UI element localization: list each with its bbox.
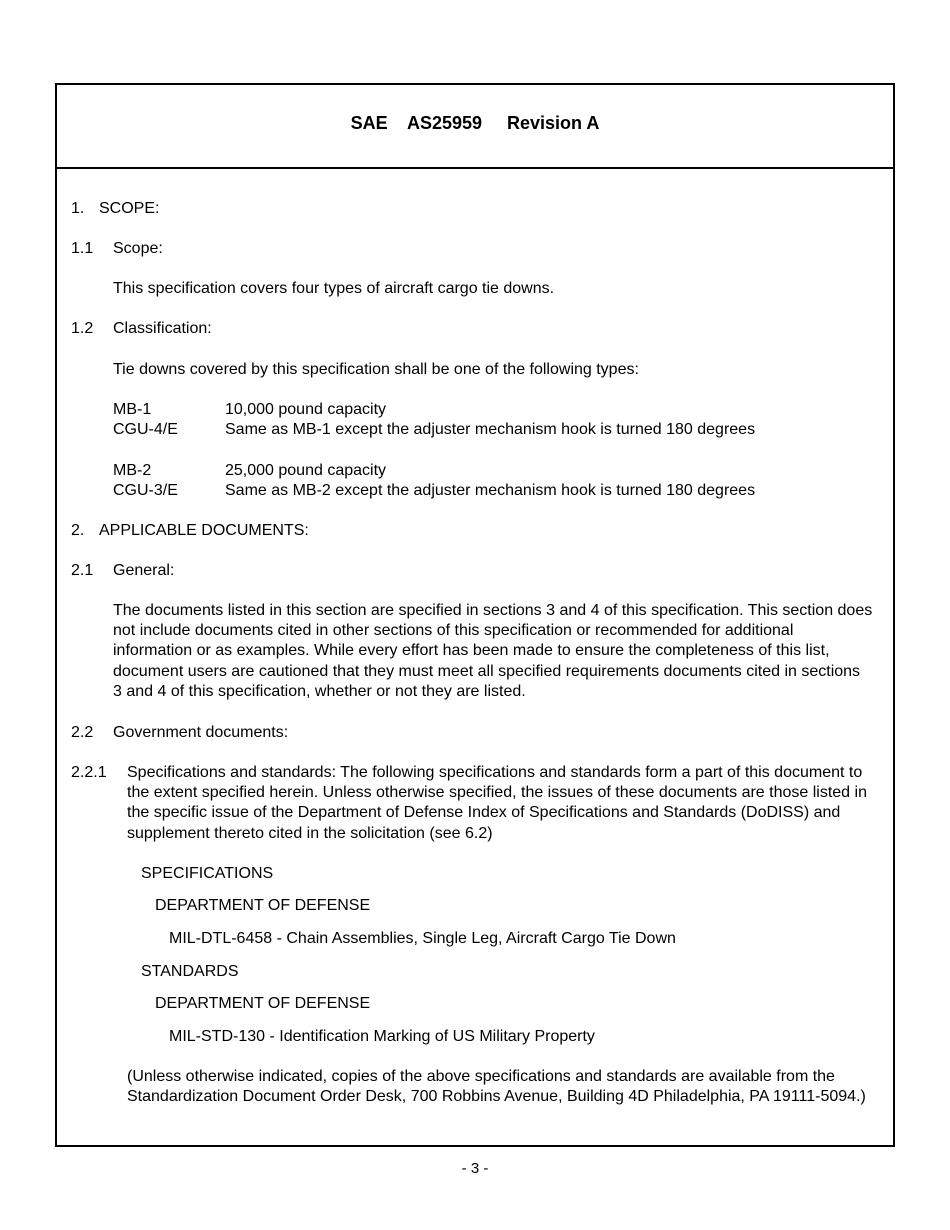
section-2-2-1-body: Specifications and standards: The following specifications and standards form a part of this document to the extent specified herein. Unless otherwise specified, the issues of these documents are those listed in the specific issue of the Department of Defense Index of Specifications and Standards (DoDISS) and supplement thereto cited in the solicitation (see 6.2) [127, 764, 867, 842]
section-1-title: SCOPE: [99, 200, 160, 217]
section-2-1-body: The documents listed in this section are specified in sections 3 and 4 of this specification. This section does not include documents cited in other sections of this specification or recommended for additional information or as examples. While every effort has been made to ensure the completeness of this list, document users are cautioned that they must meet all specified requirements documents cited in sections 3 and 4 of this specification, whether or not they are listed. [113, 602, 873, 700]
type-description: 10,000 pound capacity [225, 401, 387, 418]
section-2-2-number: 2.2 [71, 724, 94, 741]
section-2-1-number: 2.1 [71, 562, 94, 579]
type-code: CGU-4/E [113, 421, 178, 438]
section-2-number: 2. [71, 522, 85, 539]
type-code: CGU-3/E [113, 482, 178, 499]
availability-note: (Unless otherwise indicated, copies of the above specifications and standards are available from the Standardization Document Order Desk, 700 Robbins Avenue, Building 4D Philadelphia, PA 19111-5094.) [127, 1068, 866, 1106]
section-1-1-body: This specification covers four types of aircraft cargo tie downs. [113, 280, 555, 297]
standards-department: DEPARTMENT OF DEFENSE [155, 995, 371, 1012]
type-code: MB-1 [113, 401, 152, 418]
section-1-number: 1. [71, 200, 85, 217]
standards-heading: STANDARDS [141, 963, 239, 980]
section-1-1-title: Scope: [113, 240, 163, 257]
standard-item: MIL-STD-130 - Identification Marking of US Military Property [169, 1028, 595, 1045]
section-1-1-number: 1.1 [71, 240, 94, 257]
type-description: Same as MB-2 except the adjuster mechanism hook is turned 180 degrees [225, 482, 756, 499]
specification-item: MIL-DTL-6458 - Chain Assemblies, Single Leg, Aircraft Cargo Tie Down [169, 930, 676, 947]
page-number: - 3 - [461, 1160, 489, 1177]
section-2-2-title: Government documents: [113, 724, 289, 741]
type-code: MB-2 [113, 462, 152, 479]
document-header [57, 85, 893, 169]
section-2-2-1-number: 2.2.1 [71, 764, 107, 781]
document-title: SAE AS25959 Revision A [350, 113, 600, 133]
section-1-2-title: Classification: [113, 320, 212, 337]
section-1-2-body: Tie downs covered by this specification shall be one of the following types: [113, 361, 639, 378]
section-2-1-title: General: [113, 562, 175, 579]
type-description: 25,000 pound capacity [225, 462, 387, 479]
specifications-department: DEPARTMENT OF DEFENSE [155, 897, 371, 914]
specifications-heading: SPECIFICATIONS [141, 865, 274, 882]
section-2-title: APPLICABLE DOCUMENTS: [99, 522, 309, 539]
section-1-2-number: 1.2 [71, 320, 94, 337]
document-frame [55, 83, 895, 1147]
type-description: Same as MB-1 except the adjuster mechanism hook is turned 180 degrees [225, 421, 756, 438]
